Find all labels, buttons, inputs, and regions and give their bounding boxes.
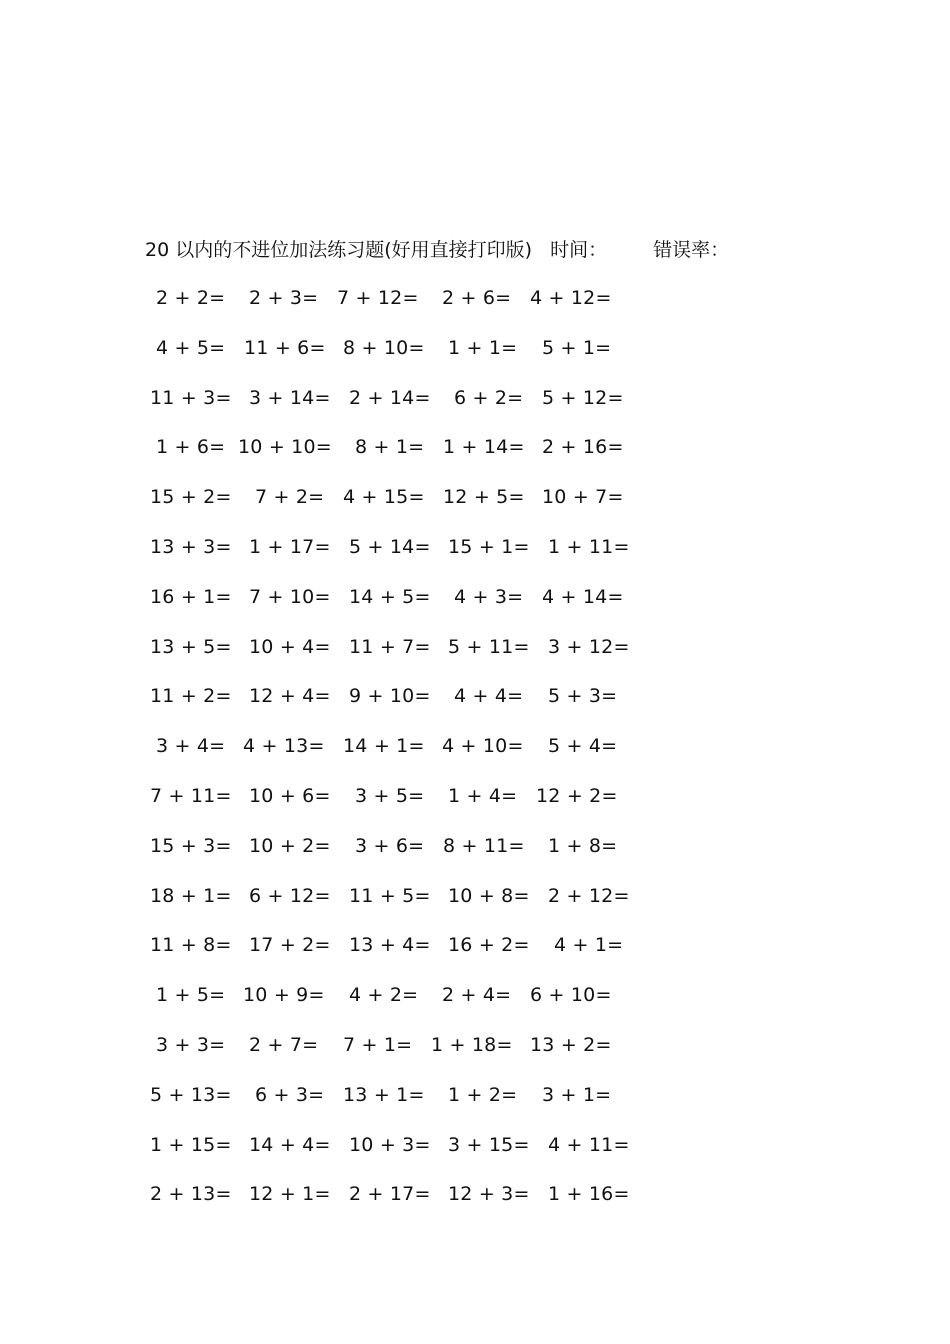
problem-r7-c3: 14 + 5= bbox=[349, 586, 431, 608]
problem-r13-c1: 18 + 1= bbox=[150, 885, 232, 907]
problem-r6-c3: 5 + 14= bbox=[349, 536, 431, 558]
problem-r17-c4: 1 + 2= bbox=[448, 1084, 518, 1106]
problem-r5-c4: 12 + 5= bbox=[443, 486, 525, 508]
problem-r16-c2: 2 + 7= bbox=[249, 1034, 319, 1056]
problem-r8-c1: 13 + 5= bbox=[150, 636, 232, 658]
problem-r3-c3: 2 + 14= bbox=[349, 387, 431, 409]
problem-r13-c2: 6 + 12= bbox=[249, 885, 331, 907]
problem-r18-c5: 4 + 11= bbox=[548, 1134, 630, 1156]
problem-r7-c5: 4 + 14= bbox=[542, 586, 624, 608]
problem-r1-c3: 7 + 12= bbox=[337, 287, 419, 309]
problem-r4-c4: 1 + 14= bbox=[443, 436, 525, 458]
problem-r10-c5: 5 + 4= bbox=[548, 735, 618, 757]
problem-r14-c2: 17 + 2= bbox=[249, 934, 331, 956]
problem-r15-c3: 4 + 2= bbox=[349, 984, 419, 1006]
problem-r10-c1: 3 + 4= bbox=[156, 735, 226, 757]
problem-r11-c4: 1 + 4= bbox=[448, 785, 518, 807]
problem-r18-c1: 1 + 15= bbox=[150, 1134, 232, 1156]
problem-r7-c4: 4 + 3= bbox=[454, 586, 524, 608]
problem-r7-c1: 16 + 1= bbox=[150, 586, 232, 608]
problem-r10-c3: 14 + 1= bbox=[343, 735, 425, 757]
problem-r15-c1: 1 + 5= bbox=[156, 984, 226, 1006]
problem-r19-c3: 2 + 17= bbox=[349, 1183, 431, 1205]
problem-r17-c2: 6 + 3= bbox=[255, 1084, 325, 1106]
problem-r2-c5: 5 + 1= bbox=[542, 337, 612, 359]
problem-r11-c5: 12 + 2= bbox=[536, 785, 618, 807]
worksheet-header bbox=[145, 236, 729, 264]
problem-r11-c2: 10 + 6= bbox=[249, 785, 331, 807]
problem-r19-c5: 1 + 16= bbox=[548, 1183, 630, 1205]
problem-r12-c3: 3 + 6= bbox=[355, 835, 425, 857]
problem-r9-c3: 9 + 10= bbox=[349, 685, 431, 707]
worksheet-title: 20 以内的不进位加法练习题(好用直接打印版) bbox=[145, 239, 533, 261]
problem-r18-c3: 10 + 3= bbox=[349, 1134, 431, 1156]
error-rate-label: 错误率： bbox=[653, 239, 730, 261]
problem-r3-c4: 6 + 2= bbox=[454, 387, 524, 409]
problem-r12-c1: 15 + 3= bbox=[150, 835, 232, 857]
problem-r13-c4: 10 + 8= bbox=[448, 885, 530, 907]
problem-r3-c5: 5 + 12= bbox=[542, 387, 624, 409]
problem-r1-c4: 2 + 6= bbox=[442, 287, 512, 309]
problem-r19-c1: 2 + 13= bbox=[150, 1183, 232, 1205]
problem-r6-c1: 13 + 3= bbox=[150, 536, 232, 558]
problem-r5-c2: 7 + 2= bbox=[255, 486, 325, 508]
problem-r3-c2: 3 + 14= bbox=[249, 387, 331, 409]
problem-r4-c2: 10 + 10= bbox=[238, 436, 332, 458]
problem-r2-c3: 8 + 10= bbox=[343, 337, 425, 359]
problem-r14-c1: 11 + 8= bbox=[150, 934, 232, 956]
problem-r16-c4: 1 + 18= bbox=[431, 1034, 513, 1056]
problem-r2-c2: 11 + 6= bbox=[244, 337, 326, 359]
problem-r11-c3: 3 + 5= bbox=[355, 785, 425, 807]
problem-r3-c1: 11 + 3= bbox=[150, 387, 232, 409]
problem-r17-c3: 13 + 1= bbox=[343, 1084, 425, 1106]
problem-r4-c3: 8 + 1= bbox=[355, 436, 425, 458]
problem-r17-c5: 3 + 1= bbox=[542, 1084, 612, 1106]
problem-r15-c2: 10 + 9= bbox=[243, 984, 325, 1006]
problem-r2-c4: 1 + 1= bbox=[448, 337, 518, 359]
problem-r11-c1: 7 + 11= bbox=[150, 785, 232, 807]
problem-r5-c1: 15 + 2= bbox=[150, 486, 232, 508]
problem-r4-c1: 1 + 6= bbox=[156, 436, 226, 458]
problem-r12-c5: 1 + 8= bbox=[548, 835, 618, 857]
problem-r18-c4: 3 + 15= bbox=[448, 1134, 530, 1156]
problem-r12-c2: 10 + 2= bbox=[249, 835, 331, 857]
problem-r13-c5: 2 + 12= bbox=[548, 885, 630, 907]
problem-r10-c4: 4 + 10= bbox=[442, 735, 524, 757]
problem-r15-c4: 2 + 4= bbox=[442, 984, 512, 1006]
problem-r18-c2: 14 + 4= bbox=[249, 1134, 331, 1156]
problem-r4-c5: 2 + 16= bbox=[542, 436, 624, 458]
problem-r15-c5: 6 + 10= bbox=[530, 984, 612, 1006]
problem-r9-c1: 11 + 2= bbox=[150, 685, 232, 707]
time-label: 时间： bbox=[550, 239, 608, 261]
problem-r6-c5: 1 + 11= bbox=[548, 536, 630, 558]
problem-r9-c2: 12 + 4= bbox=[249, 685, 331, 707]
problem-r2-c1: 4 + 5= bbox=[156, 337, 226, 359]
problem-r8-c4: 5 + 11= bbox=[448, 636, 530, 658]
problem-r19-c4: 12 + 3= bbox=[448, 1183, 530, 1205]
problem-r16-c3: 7 + 1= bbox=[343, 1034, 413, 1056]
problem-r19-c2: 12 + 1= bbox=[249, 1183, 331, 1205]
problem-r9-c5: 5 + 3= bbox=[548, 685, 618, 707]
problem-r14-c4: 16 + 2= bbox=[448, 934, 530, 956]
problem-r6-c2: 1 + 17= bbox=[249, 536, 331, 558]
problem-r17-c1: 5 + 13= bbox=[150, 1084, 232, 1106]
problem-r7-c2: 7 + 10= bbox=[249, 586, 331, 608]
problem-r1-c5: 4 + 12= bbox=[530, 287, 612, 309]
problem-r13-c3: 11 + 5= bbox=[349, 885, 431, 907]
problem-r10-c2: 4 + 13= bbox=[243, 735, 325, 757]
problem-r5-c3: 4 + 15= bbox=[343, 486, 425, 508]
problem-r12-c4: 8 + 11= bbox=[443, 835, 525, 857]
problem-r14-c5: 4 + 1= bbox=[554, 934, 624, 956]
problem-r6-c4: 15 + 1= bbox=[448, 536, 530, 558]
problem-r16-c1: 3 + 3= bbox=[156, 1034, 226, 1056]
problem-r8-c3: 11 + 7= bbox=[349, 636, 431, 658]
problem-r14-c3: 13 + 4= bbox=[349, 934, 431, 956]
problem-r1-c2: 2 + 3= bbox=[249, 287, 319, 309]
problem-r5-c5: 10 + 7= bbox=[542, 486, 624, 508]
problem-r1-c1: 2 + 2= bbox=[156, 287, 226, 309]
problem-r16-c5: 13 + 2= bbox=[530, 1034, 612, 1056]
problem-r9-c4: 4 + 4= bbox=[454, 685, 524, 707]
problem-r8-c2: 10 + 4= bbox=[249, 636, 331, 658]
problem-r8-c5: 3 + 12= bbox=[548, 636, 630, 658]
